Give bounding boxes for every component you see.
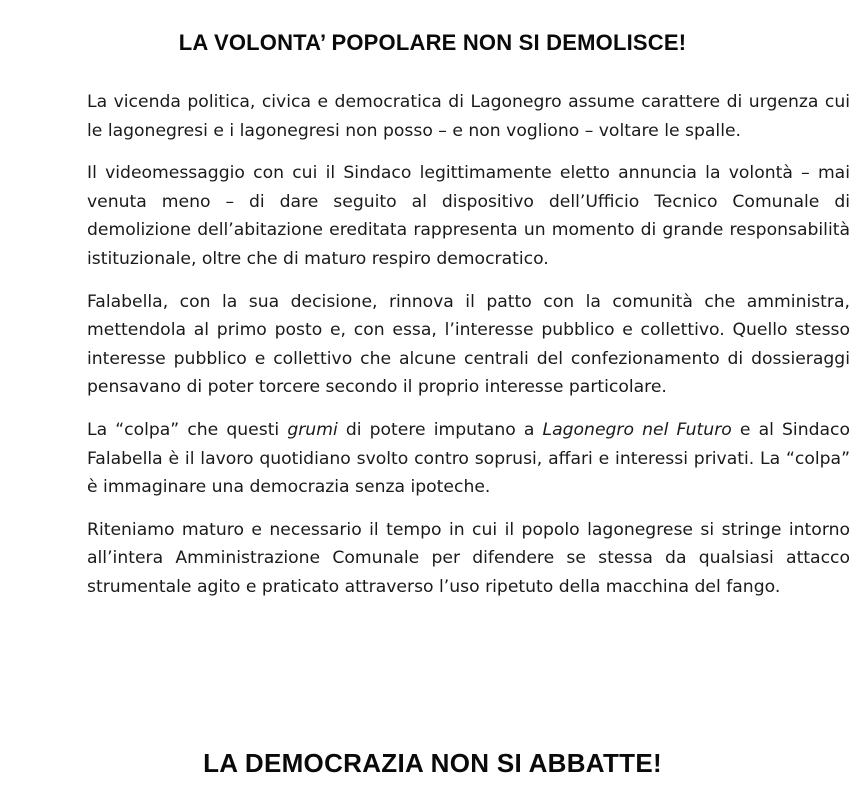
paragraph-4-italic-lagonegro-nel-futuro: Lagonegro nel Futuro — [542, 419, 732, 440]
paragraph-3: Falabella, con la sua decisione, rinnova il patto con la comunità che amministra, mettendola al primo posto e, con essa, l’interesse pubblico e collettivo. Quello stesso interesse pubblico e collettivo che alcune centrali del confezionamento di dossieraggi pensavano di poter torcere secondo il proprio interesse particolare. — [87, 291, 850, 398]
paragraph-4 — [87, 416, 850, 502]
paragraph-5: Riteniamo maturo e necessario il tempo in cui il popolo lagonegrese si stringe intorno all’intera Amministrazione Comunale per difendere se stessa da qualsiasi attacco strumentale agito e praticato attraverso l’uso ripetuto della macchina del fango. — [87, 519, 850, 597]
document-body — [87, 88, 850, 616]
paragraph-4-italic-grumi: grumi — [287, 419, 338, 440]
paragraph-4-text-1: La “colpa” che questi — [87, 419, 288, 440]
document-title: LA VOLONTA’ POPOLARE NON SI DEMOLISCE! — [178, 30, 687, 55]
paragraph-4-text-2: di potere imputano a — [337, 419, 543, 440]
closing-slogan: LA DEMOCRAZIA NON SI ABBATTE! — [203, 748, 662, 778]
paragraph-4-text-3: e al Sindaco Falabella è il lavoro quotidiano svolto contro soprusi, affari e interessi privati. La “colpa” è immaginare una democrazia senza ipoteche. — [87, 419, 850, 498]
paragraph-2: Il videomessaggio con cui il Sindaco legittimamente eletto annuncia la volontà – mai venuta meno – di dare seguito al dispositivo dell’Ufficio Tecnico Comunale di demolizione dell’abitazione ereditata rappresenta un momento di grande responsabilità istituzionale, oltre che di maturo respiro democratico. — [87, 163, 850, 269]
paragraph-1: La vicenda politica, civica e democratica di Lagonegro assume carattere di urgenza cui le lagonegresi e i lagonegresi non posso – e non vogliono – voltare le spalle. — [87, 92, 850, 141]
